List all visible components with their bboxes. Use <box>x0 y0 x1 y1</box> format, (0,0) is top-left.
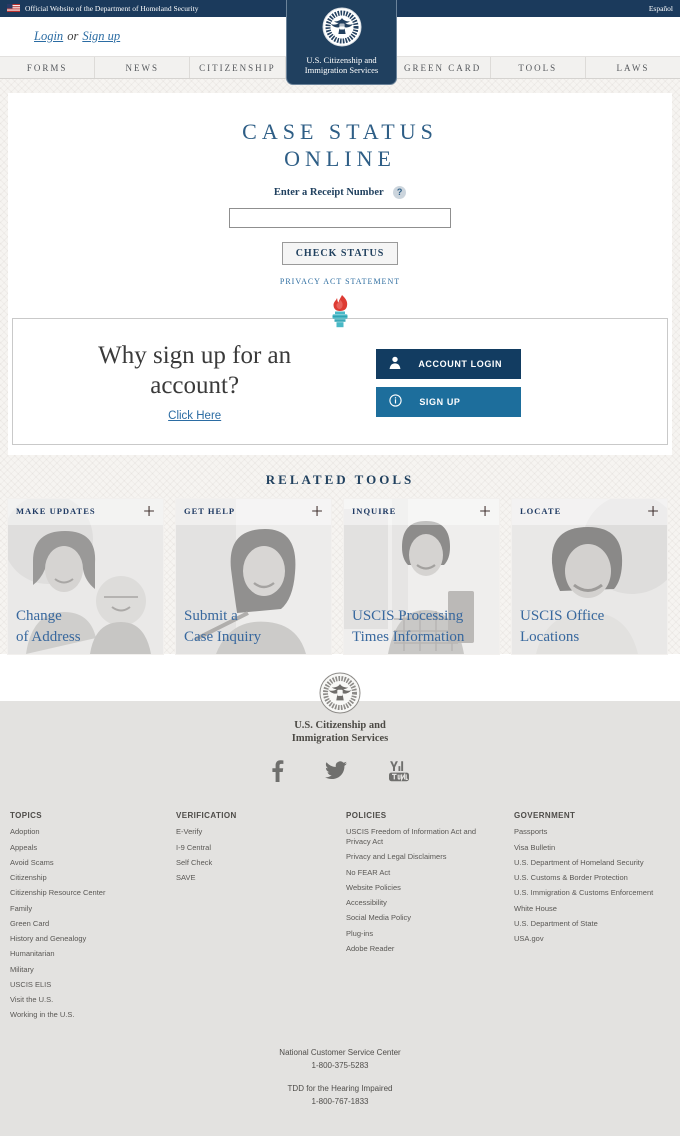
footer-link[interactable]: USA.gov <box>514 934 544 944</box>
card-title: USCIS Processing Times Information <box>352 608 465 646</box>
contact-info <box>0 1026 680 1136</box>
card-submit-case-inquiry[interactable] <box>176 499 331 654</box>
login-link[interactable]: Login <box>34 29 64 43</box>
receipt-number-label: Enter a Receipt Number <box>273 187 384 198</box>
related-tools-cards <box>8 499 672 654</box>
footer-dhs-seal-icon <box>319 672 361 719</box>
related-tools-heading: RELATED TOOLS <box>265 472 415 488</box>
logo-wordmark: U.S. Citizenship and Immigration Services <box>304 55 379 76</box>
facebook-icon[interactable] <box>271 760 284 787</box>
footer-link[interactable]: U.S. Customs & Border Protection <box>514 873 628 883</box>
nav-item-green-card[interactable]: GREEN CARD <box>395 57 490 78</box>
privacy-act-link[interactable]: PRIVACY ACT STATEMENT <box>279 277 401 287</box>
plus-icon: + <box>647 499 659 524</box>
footer-link[interactable]: Adobe Reader <box>346 943 395 953</box>
sign-up-button[interactable]: SIGN UP <box>376 387 521 417</box>
signup-buttons <box>376 349 667 417</box>
card-title: Submit a Case Inquiry <box>184 608 262 646</box>
footer-link-columns <box>0 787 680 1025</box>
card-tag: LOCATE <box>520 506 562 517</box>
info-icon <box>389 394 402 409</box>
nav-item-citizenship[interactable]: CITIZENSHIP <box>189 57 284 78</box>
footer-link[interactable]: Avoid Scams <box>10 857 54 867</box>
dhs-seal-icon <box>322 7 362 52</box>
footer-link[interactable]: USCIS Freedom of Information Act and Privacy Act <box>346 827 477 847</box>
footer-link[interactable]: Visit the U.S. <box>10 995 54 1005</box>
card-tag: GET HELP <box>184 506 236 517</box>
footer-col-heading: VERIFICATION <box>176 811 237 821</box>
footer-link[interactable]: Adoption <box>10 827 40 837</box>
click-here-link[interactable]: Click Here <box>168 410 222 423</box>
footer-col-heading: GOVERNMENT <box>514 811 576 821</box>
us-flag-icon <box>7 4 20 14</box>
nav-item-laws[interactable]: LAWS <box>585 57 680 78</box>
card-change-of-address[interactable] <box>8 499 163 654</box>
footer-wordmark: U.S. Citizenship and Immigration Services <box>291 720 389 745</box>
footer-link[interactable]: Working in the U.S. <box>10 1010 75 1020</box>
social-links <box>0 760 680 787</box>
tdd-phone: 1-800-767-1833 <box>311 1097 369 1107</box>
footer-col-topics <box>10 811 176 1025</box>
person-icon <box>389 356 401 372</box>
account-login-button[interactable]: ACCOUNT LOGIN <box>376 349 521 379</box>
nav-item-news[interactable]: NEWS <box>94 57 189 78</box>
signup-link[interactable]: Sign up <box>82 29 121 43</box>
plus-icon: + <box>311 499 323 524</box>
footer-link[interactable]: SAVE <box>176 873 196 883</box>
tdd-label: TDD for the Hearing Impaired <box>287 1083 393 1093</box>
footer-link[interactable]: Appeals <box>10 842 38 852</box>
footer-link[interactable]: USCIS ELIS <box>10 979 52 989</box>
footer-link[interactable]: Citizenship <box>10 873 47 883</box>
language-toggle-link[interactable]: Español <box>648 4 673 13</box>
signup-promo-box <box>12 318 668 445</box>
footer-col-heading: TOPICS <box>10 811 43 821</box>
footer-link[interactable]: History and Genealogy <box>10 934 87 944</box>
card-title: Change of Address <box>16 608 81 646</box>
receipt-label-row <box>8 186 672 199</box>
footer-link[interactable]: Plug-ins <box>346 928 374 938</box>
footer-link[interactable]: E-Verify <box>176 827 203 837</box>
plus-icon: + <box>479 499 491 524</box>
footer-col-verification <box>176 811 346 1025</box>
case-status-card <box>8 93 672 455</box>
card-office-locations[interactable] <box>512 499 667 654</box>
main-content-area <box>0 79 680 654</box>
footer-link[interactable]: I-9 Central <box>176 842 212 852</box>
card-title: USCIS Office Locations <box>520 608 605 646</box>
footer <box>0 701 680 1136</box>
official-website-text: Official Website of the Department of Homeland Security <box>25 4 199 13</box>
check-status-button[interactable]: CHECK STATUS <box>282 242 399 265</box>
footer-link[interactable]: Family <box>10 903 33 913</box>
footer-link[interactable]: Privacy and Legal Disclaimers <box>346 852 447 862</box>
plus-icon: + <box>143 499 155 524</box>
customer-service-label: National Customer Service Center <box>279 1047 401 1057</box>
footer-link[interactable]: Visa Bulletin <box>514 842 556 852</box>
footer-link[interactable]: Self Check <box>176 857 213 867</box>
youtube-icon[interactable] <box>388 760 410 787</box>
footer-link[interactable]: U.S. Department of State <box>514 918 598 928</box>
nav-item-forms[interactable]: FORMS <box>26 62 68 73</box>
footer-col-policies <box>346 811 514 1025</box>
uscis-logo[interactable] <box>286 0 397 85</box>
signup-question-area <box>13 341 376 424</box>
footer-link[interactable]: Accessibility <box>346 898 387 908</box>
or-text: or <box>67 29 79 43</box>
card-tag: MAKE UPDATES <box>16 506 96 517</box>
footer-link[interactable]: Military <box>10 964 34 974</box>
footer-link[interactable]: No FEAR Act <box>346 867 391 877</box>
footer-link[interactable]: U.S. Immigration & Customs Enforcement <box>514 888 654 898</box>
card-processing-times[interactable] <box>344 499 499 654</box>
card-tag: INQUIRE <box>352 506 397 517</box>
footer-link[interactable]: Social Media Policy <box>346 913 412 923</box>
footer-link[interactable]: Passports <box>514 827 548 837</box>
footer-col-heading: POLICIES <box>346 811 387 821</box>
customer-service-phone: 1-800-375-5283 <box>311 1061 369 1071</box>
page-title: CASE STATUS ONLINE <box>242 119 438 172</box>
help-icon[interactable]: ? <box>393 186 406 199</box>
receipt-number-input[interactable] <box>229 208 451 228</box>
torch-icon <box>326 294 354 333</box>
footer-link[interactable]: White House <box>514 903 557 913</box>
signup-question: Why sign up for an account? <box>98 342 292 400</box>
footer-link[interactable]: Citizenship Resource Center <box>10 888 106 898</box>
footer-link[interactable]: Green Card <box>10 918 50 928</box>
twitter-icon[interactable] <box>324 761 348 786</box>
footer-link[interactable]: U.S. Department of Homeland Security <box>514 857 644 867</box>
nav-item-tools[interactable]: TOOLS <box>490 57 585 78</box>
footer-link[interactable]: Humanitarian <box>10 949 55 959</box>
footer-link[interactable]: Website Policies <box>346 882 401 892</box>
footer-col-government <box>514 811 674 1025</box>
